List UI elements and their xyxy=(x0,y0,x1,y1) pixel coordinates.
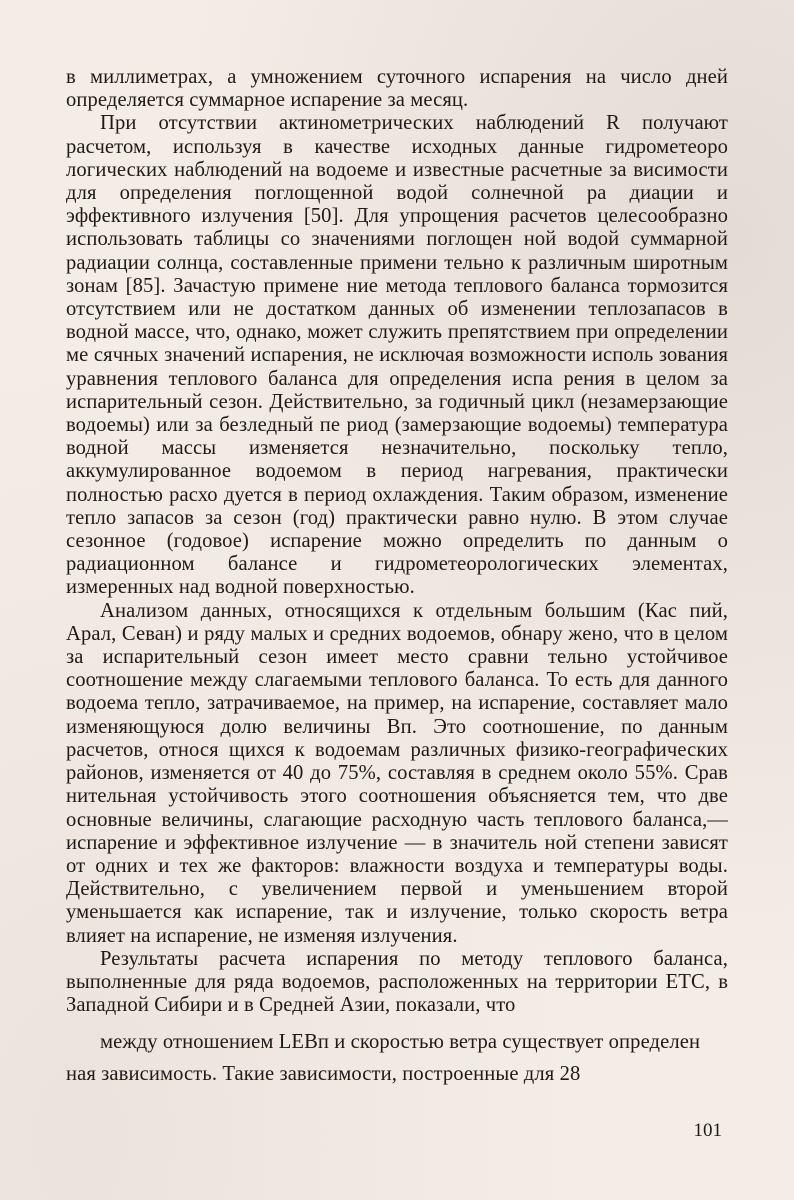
text-line: запасов за сезон (год) практически равно нулю. В этом случае xyxy=(127,506,728,529)
text-line: сезонное (годовое) испарение можно определить по данным xyxy=(66,530,697,553)
text-line: что, однако, может служить препятствием при определении ме xyxy=(66,321,728,367)
text-line: две основные величины, слагающие расходную часть теплового xyxy=(66,785,729,831)
text-line: тельно устойчивое соотношение между слагаемыми теплового xyxy=(66,646,728,692)
text-line: и излучение, только скорость ветра влияет на испарение, не xyxy=(66,901,729,947)
text-line: ной водой суммарной радиации солнца, составленные примени xyxy=(66,228,729,274)
text-line: риод (замерзающие водоемы) температура водной массы xyxy=(66,414,728,460)
text-line: нительная устойчивость этого соотношения объясняется тем, что xyxy=(66,785,687,808)
text-line: пий, Арал, Севан) и ряду малых и средних водоемов, обнару xyxy=(66,599,728,645)
text-line: ная зависимость. Такие зависимости, построенные для 28 xyxy=(66,1063,581,1086)
paragraph-3 xyxy=(66,600,728,948)
text-line: первой и уменьшением второй уменьшается как испарение, так xyxy=(66,878,728,924)
text-line: сячных значений испарения, не исключая возможности исполь xyxy=(93,344,654,367)
text-line: тельно к различным широтным зонам [85]. Зачастую примене xyxy=(66,251,729,297)
page-number: 101 xyxy=(693,1120,722,1141)
text-line: о радиационном балансе и гидрометеорологических элементах, xyxy=(66,530,728,576)
text-line: выполненные для ряда водоемов, расположенных на территории xyxy=(66,970,658,993)
text-line: баланса. То есть для данного водоема тепло, затрачиваемое, на xyxy=(66,669,729,715)
text-line: измеренных над водной поверхностью. xyxy=(66,576,415,599)
text-line: рения в целом за испарительный сезон. Действительно, за xyxy=(66,367,729,413)
text-line: При отсутствии актинометрических наблюдений R получают xyxy=(100,112,728,135)
text-line: дуется в период охлаждения. Таким образом, изменение тепло xyxy=(66,483,729,529)
text-line: пример, на испарение, составляет мало изменяющуюся долю xyxy=(66,692,728,738)
text-line: логических наблюдений на водоеме и известные расчетные за xyxy=(66,158,627,181)
paragraph-1 xyxy=(66,66,728,112)
text-line: баланса,— испарение и эффективное излучение — в значитель xyxy=(66,808,729,854)
body-text xyxy=(66,66,728,1087)
text-line: висимости для определения поглощенной водой солнечной ра xyxy=(66,158,728,205)
paragraph-4 xyxy=(66,948,728,1087)
text-line: изменяя излучения. xyxy=(283,924,458,947)
text-line-with-fraction: между отношением LEBп и скоростью ветра существует определен xyxy=(100,1031,701,1054)
text-line: ние метода теплового баланса тормозится отсутствием или не xyxy=(66,274,729,321)
text-line: водоемом в период нагревания, практически полностью расхо xyxy=(66,460,728,506)
text-line-with-symbol: величины Bп. Это соотношение, по данным расчетов, относя xyxy=(66,715,728,761)
text-line: целесообразно использовать таблицы со значениями поглощен xyxy=(66,205,729,251)
text-line: достатком данных об изменении теплозапасов в водной массе, xyxy=(66,298,729,344)
text-line: жено, что в целом за испарительный сезон имеет место сравни xyxy=(66,622,728,669)
paragraph-2 xyxy=(66,112,728,599)
text-line: зования уравнения теплового баланса для определения испа xyxy=(66,344,729,390)
text-line: годичный цикл (незамерзающие водоемы) или за безледный пе xyxy=(66,390,729,437)
text-line: дней определяется суммарное испарение за месяц. xyxy=(66,66,728,112)
text-line: в миллиметрах, а умножением суточного испарения на число xyxy=(66,66,672,88)
text-line: изменяется от 40 до 75%, составляя в среднем около 55%. Срав xyxy=(150,762,728,785)
text-line: Анализом данных, относящихся к отдельным большим (Кас xyxy=(100,599,677,622)
text-line: ЕТС, в Западной Сибири и в Средней Азии, показали, что xyxy=(66,970,729,1017)
text-line: воздуха и температуры воды. Действительно, с увеличением xyxy=(66,854,728,901)
text-line: изменяется незначительно, поскольку тепло, аккумулированное xyxy=(66,437,728,483)
text-line: щихся к водоемам различных физико-географических районов, xyxy=(66,738,729,785)
text-line: ной степени зависят от одних и тех же факторов: влажности xyxy=(66,831,729,877)
text-line: Результаты расчета испарения по методу теплового баланса, xyxy=(100,947,728,970)
text-line: диации и эффективного излучения [50]. Для упрощения расчетов xyxy=(66,182,729,228)
text-line: расчетом, используя в качестве исходных данные гидрометеоро xyxy=(66,135,728,158)
